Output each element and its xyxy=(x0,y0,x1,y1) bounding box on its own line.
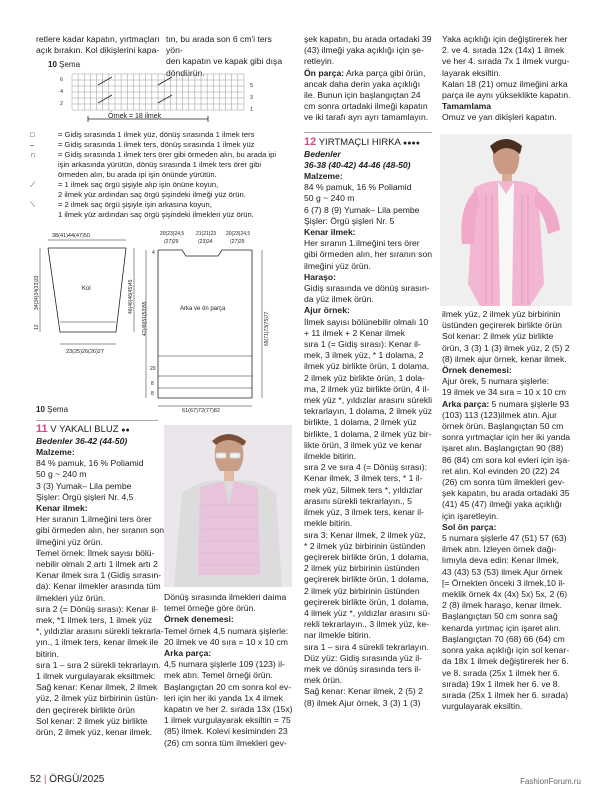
text-line: ilmek yüz, 2 ilmek yüz birbirinin xyxy=(442,309,561,319)
text-line: Kenar ilmek: xyxy=(36,503,88,514)
text-line: Yaka açıklığı için değiştirerek her xyxy=(442,34,568,44)
text-line: açık bırakın. Kol dikişlerini kapa- xyxy=(36,45,160,56)
section-divider xyxy=(304,132,432,133)
text-line: 2 ilmek yüz birbirinin üstünden xyxy=(304,563,420,574)
legend-text: 1 ilmek yüz ardından saç örgü şişindeki ilmekleri yüz örün. xyxy=(58,210,254,219)
top-text-col1 xyxy=(36,34,161,56)
text-line: *, yıldızlar arasını sürekli tekrarla- xyxy=(36,626,164,637)
text-line: meklik örnek 4x (4x) 5x) 5x, 2 (6) xyxy=(442,589,568,600)
text-column-3-top xyxy=(304,34,432,124)
legend-text: = Gidiş sırasında 1 ilmek ters, dönüş sırasında 1 ilmek yüz xyxy=(58,140,255,149)
magazine-year: /2025 xyxy=(79,774,105,785)
legend-text: = 2 ilmek saç örgü şişiyle işin arkasına koyun, xyxy=(58,200,212,209)
text-line: 4,5 numara şişlerle 109 (123) il- xyxy=(164,659,285,670)
text-line: mek, *1 ilmek ters, 1 ilmek yüz xyxy=(36,615,153,626)
body-top-label: 21(21)23 xyxy=(196,231,217,237)
sleeve-label: Kol xyxy=(82,286,91,292)
body-total-label: 69(71)73(75)77 xyxy=(264,311,270,346)
text-line: 2 ilmek yüz birlikte örün, 1 dola- xyxy=(304,372,425,383)
chart-title xyxy=(48,60,80,69)
text-line: Düz yüz: Gidiş sırasında yüz il- xyxy=(304,652,422,663)
text-line: ilmek yüz birlikte örün, 1 dolama, xyxy=(304,361,430,372)
text-line: örnek örün. Başlangıçtan 50 cm xyxy=(442,421,564,432)
text-line: da yüz ilmek örün. xyxy=(304,294,374,305)
legend-item xyxy=(30,180,292,200)
text-line: mek, 3 ilmek yüz, * 1 dolama, 2 xyxy=(304,350,424,361)
text-line: da 18x 1 ilmek değiştirerek her 6. xyxy=(442,656,569,667)
text-line: Ajur örek, 5 numara şişlerle: xyxy=(442,376,549,387)
text-line: leri için her iki yanda 1x 4 ilmek xyxy=(164,692,283,703)
text-line: layarak eksiltin. xyxy=(442,67,501,78)
text-line: (103) 113 (123)ilmek atın. Ajur xyxy=(442,409,557,420)
text-line: tın, bu arada son 6 cm'i ters yön- xyxy=(166,34,272,56)
text-line: den kapatın ve kapak gibi dışa xyxy=(166,56,283,67)
text-line: birlikte, 1 dolama, 2 ilmek yüz bir- xyxy=(304,428,432,439)
text-line: ve her 4. sırada 7x 1 ilmek vurgu- xyxy=(442,56,570,67)
text-line: İlmek sayısı bölünebilir olmalı 10 xyxy=(304,316,429,327)
text-line: 1 ilmek vurgulayarak eksiltmek: xyxy=(36,671,156,682)
text-line: sıra 3: Kenar ilmek, 2 ilmek yüz, xyxy=(304,529,426,540)
text-line: temel örneğe göre örün. xyxy=(164,603,256,614)
garment-schema xyxy=(30,226,295,414)
text-line: ma, 2 ilmek yüz birlikte örün, 4 il- xyxy=(304,383,430,394)
row-label: 4 xyxy=(60,89,64,95)
text-line: bitirin. xyxy=(36,648,59,659)
text-line: Dönüş sırasında ilmekleri daima xyxy=(164,592,287,602)
text-line: lımıyla deva edin: Kenar ilmek, xyxy=(442,555,560,566)
text-line: geçirerek birlikte örün, 1 dolama, xyxy=(304,551,429,562)
text-line: Sol ön parça: xyxy=(442,521,497,532)
body-top-label: (27)29 xyxy=(230,239,245,245)
text-column-1 xyxy=(36,447,165,738)
text-line: nebilir olmalı 2 artı 1 ilmek artı 2 xyxy=(36,559,158,570)
photo-slit-cardigan xyxy=(440,134,572,306)
text-line: retleyin. xyxy=(304,56,335,67)
text-line: likte örün, 3 ilmek yüz ve kenar xyxy=(304,439,422,450)
body-small-label: 20 xyxy=(150,366,156,372)
legend-item xyxy=(30,130,292,140)
text-line: parça ile aynı yükseklikte kapatın. xyxy=(442,90,571,101)
legend-text: işin arkasında yürütün, dönüş sırasında 1 ilmek ters örer gibi xyxy=(58,160,262,169)
text-line: sıra 1 – sıra 4 sürekli tekrarlayın. xyxy=(304,641,429,652)
text-line: şek kapatın, bu arada ortadaki 39 xyxy=(304,34,432,44)
text-line: ancak daha derin yaka açıklığı xyxy=(304,78,421,89)
schema-title xyxy=(36,405,68,414)
text-line: nar ilmekle bitirin. xyxy=(304,630,371,641)
schema-number: 10 xyxy=(36,405,45,414)
chart-number: 10 xyxy=(48,60,57,69)
row-label: 5 xyxy=(250,83,254,89)
photo-v-neck-blouse xyxy=(164,425,292,587)
dash-symbol-icon: – xyxy=(30,140,35,149)
body-small-label: 8 xyxy=(151,391,154,397)
text-line: sıra 1 (= Gidiş sırası): Kenar il- xyxy=(304,339,421,350)
model-image xyxy=(164,425,292,587)
text-line: 43 (43) 53 (53) ilmek Ajur örnek xyxy=(442,566,563,577)
text-line: Arka parça: xyxy=(164,648,212,659)
text-line: 1 ilmek vurgulayarak eksiltin = 75 xyxy=(164,715,291,726)
difficulty-dots: ●●●● xyxy=(403,140,420,147)
text-line: Gidiş sırasında ve dönüş sırasın- xyxy=(304,283,430,294)
text-line: sırada (25x 1 ilmek her 6. sırada) xyxy=(442,689,569,700)
body-side-label: 4 xyxy=(152,250,155,256)
text-line: Malzeme: xyxy=(36,447,75,457)
text-line: ilmek yüz, 3 ilmek ters, kenar il- xyxy=(304,507,424,518)
text-column-4 xyxy=(442,309,572,712)
text-line: ve iki tarafı ayrı ayrı tamamlayın. xyxy=(304,112,429,123)
text-line: (26) cm sonra tüm ilmekleri gev- xyxy=(442,477,565,488)
repeat-label: Örnek = 18 ilmek xyxy=(108,113,162,120)
text-line: ilmek atın. İzleyen örnek dağı- xyxy=(442,544,557,555)
text-line: Ajur örnek: xyxy=(304,305,350,316)
watermark: FashionForum.ru xyxy=(520,777,581,786)
text-line: birlikte, 1 dolama, 2 ilmek yüz xyxy=(304,417,417,428)
text-line: 84 % pamuk, 16 % Poliamid xyxy=(36,458,144,469)
text-line: Her sıranın 1.ilmeğini ters örer xyxy=(304,238,420,249)
text-line: ilmekle bitirin. xyxy=(304,451,357,462)
text-line: mek atın. Temel örneği örün. xyxy=(164,670,273,681)
text-line: sıra 2 (= Dönüş sırası): Kenar il- xyxy=(36,603,159,614)
text-line: Her sıranın 1.ilmeğini ters örer xyxy=(36,514,152,525)
body-height-label: 47(49)51(53)55 xyxy=(142,301,148,336)
text-line: 5 numara şişlerle 47 (51) 57 (63) xyxy=(442,533,567,544)
body-diagram xyxy=(146,250,262,406)
text-line: 6 (7) 8 (9) Yumak– Lila pembe xyxy=(304,204,420,215)
section-12-header xyxy=(304,136,420,148)
legend-text: = 1 ilmek saç örgü şişiyle alıp işin önüne koyun, xyxy=(58,180,219,189)
difficulty-dots: ●● xyxy=(121,427,130,434)
footer-separator: | xyxy=(43,774,47,785)
schema-title-text: Şema xyxy=(47,405,69,414)
body-top-label: 20(23)24,5 xyxy=(160,231,185,237)
legend-text: 2 ilmek yüz ardından saç örgü şişindeki ilmeği yüz örün. xyxy=(58,190,246,199)
legend-item xyxy=(30,200,292,220)
text-line: mek örün. xyxy=(304,675,343,686)
text-line: şek kapatın, bu arada ortadaki 35 xyxy=(442,488,570,499)
legend-text: = Gidiş sırasında 1 ilmek ters örer gibi örmeden alın, bu arada ipi xyxy=(58,150,277,159)
text-line: 3 (3) Yumak– Lila pembe xyxy=(36,480,132,491)
text-line: ve 8. sırada (25x 1 ilmek her 6. xyxy=(442,667,560,678)
text-line: Arka parça: 5 numara şişlerle 93 xyxy=(442,398,570,409)
text-line: Sağ kenar: Kenar ilmek, 2 ilmek xyxy=(36,682,158,693)
text-line: (43) ilmeği yaka açıklığı için şe- xyxy=(304,45,424,56)
text-line: Başlangıçtan 50 cm sonra sağ xyxy=(442,611,558,622)
page-footer xyxy=(30,774,104,785)
text-line: yüz, 2 ilmek yüz birbirinin üstün- xyxy=(36,693,159,704)
arch-symbol-icon: ∩ xyxy=(30,150,36,159)
text-line: geçirerek birlikte örün, 1 dolama, xyxy=(304,574,429,585)
magazine-name: ÖRGÜ xyxy=(49,774,80,785)
text-line: rekli tekrarlayın., 3 ilmek yüz, ke- xyxy=(304,619,430,630)
text-line: kenarda yırtmaç için işaret alın. xyxy=(442,622,561,633)
text-line: sonra yaka açıklığı için sol kenar- xyxy=(442,645,570,656)
text-column-4-top xyxy=(442,34,572,124)
section-number: 12 xyxy=(304,136,317,148)
body-label: Arka ve ön parça xyxy=(180,306,226,312)
text-line: Şişler: Örgü şişleri Nr. 4,5 xyxy=(36,491,134,502)
text-line: gibi örmeden alın, her sıranın son xyxy=(36,525,165,536)
text-line: Sol kenar: 2 ilmek yüz birlikte xyxy=(36,715,148,726)
body-top-label: (23)24 xyxy=(198,239,213,245)
legend-text: örmeden alın, bu arada ipi işin önünde yürütün. xyxy=(58,170,217,179)
text-line: kapatın ve her 2. sırada 13x (15x) xyxy=(164,704,293,715)
sleeve-diagram xyxy=(40,240,134,344)
text-line: Kenar ilmek sıra 1 (Gidiş sırasın- xyxy=(36,570,162,581)
body-top-label: 20(23)24,5 xyxy=(226,231,251,237)
text-line: sırada) 19x 1 ilmek her 6. ve 8. xyxy=(442,678,560,689)
sleeve-height-label: 34(34)34(33)33 xyxy=(34,275,40,310)
text-line: 50 g ~ 240 m xyxy=(36,469,87,480)
text-line: yın., 1 ilmek ters, kenar ilmek ile xyxy=(36,637,159,648)
text-line: döndürün. xyxy=(166,67,205,78)
section-12-sizes: 36-38 (40-42) 44-46 (48-50) xyxy=(304,160,411,170)
text-line: Temel örnek 4,5 numara şişlerle: xyxy=(164,625,289,636)
page-number: 52 xyxy=(30,774,42,785)
section-divider xyxy=(36,420,158,421)
text-line: retlere kadar kapatın, yırtmaçları xyxy=(36,34,160,44)
text-line: 84 % pamuk, 16 % Poliamid xyxy=(304,182,412,193)
text-line: Şişler: Örgü şişleri Nr. 5 xyxy=(304,215,395,226)
cross-right-symbol-icon: ⟋ xyxy=(30,180,36,189)
text-line: örün, 3 (3) 1 (3) ilmek yüz, 2 (5) 2 xyxy=(442,342,570,353)
text-line: 2 ilmek yüz birbirinin üstünden xyxy=(304,585,420,596)
text-line: + 11 ilmek + 2 Kenar ilmek xyxy=(304,327,406,338)
text-line: (8) ilmek Ajur örnek, 3 (3) 1 (3) xyxy=(304,697,421,708)
text-line: mek yüz, 5ilmek ters *, yıldızlar xyxy=(304,484,423,495)
body-bottom-label: 61(67)72(77)82 xyxy=(182,408,220,414)
text-line: Kenar ilmek: xyxy=(304,227,356,238)
text-line: ilmeğini yüz örün. xyxy=(36,536,103,547)
text-line: den geçirerek birlikte örün xyxy=(36,704,135,715)
text-line: gibi örmeden alın, her sıranın son xyxy=(304,249,433,260)
section-11-sizes: Bedenler 36-42 (44-50) xyxy=(36,436,128,446)
text-line: arasını sürekli tekrarlayın., 5 xyxy=(304,495,412,506)
sleeve-bottom-label: 23(25)26(26)27 xyxy=(66,349,104,355)
legend-item xyxy=(30,140,292,150)
text-line: 2. ve 4. sırada 12x (14x) 1 ilmek xyxy=(442,45,565,56)
row-label: 2 xyxy=(60,101,64,107)
row-label: 6 xyxy=(60,77,64,83)
text-line: Örnek denemesi: xyxy=(164,614,234,625)
text-line: cm sonra ortadaki ilmeği kapatın xyxy=(304,101,428,112)
section-number: 11 xyxy=(36,423,48,435)
text-line: mek ve dönüş sırasında ters il- xyxy=(304,663,422,674)
text-line: sıra 1 – sıra 2 sürekli tekrarlayın. xyxy=(36,659,161,670)
text-line: Örnek denemesi: xyxy=(442,365,512,376)
text-line: Malzeme: xyxy=(304,171,343,181)
legend-text: = Gidiş sırasında 1 ilmek yüz, dönüş sırasında 1 ilmek ters xyxy=(58,130,255,139)
text-line: 20 ilmek ve 40 sıra = 10 x 10 cm xyxy=(164,636,288,647)
sleeve-total-label: 46(46)46(45)45 xyxy=(128,279,134,314)
text-line: mekle bitirin. xyxy=(304,518,353,529)
text-line: sıra 2 ve sıra 4 (= Dönüş sırası): xyxy=(304,462,427,473)
text-line: da): Kenar ilmekler arasında tüm xyxy=(36,581,161,592)
cross-left-symbol-icon: ⟍ xyxy=(30,200,36,209)
text-line: (85) ilmek. Kolevi kesiminden 23 xyxy=(164,726,288,737)
text-line: 4 ilmek yüz *, yıldızlar arasını sü- xyxy=(304,607,431,618)
text-line: Başlangıçtan 20 cm sonra kol ev- xyxy=(164,681,292,692)
chart-title-text: Şema xyxy=(59,60,81,69)
section-12-sizes-label: Bedenler xyxy=(304,149,341,159)
text-line: ret alın. Kol evinden 20 (22) 24 xyxy=(442,465,560,476)
text-line: örün, 2 ilmek yüz, kenar ilmek. xyxy=(36,727,153,738)
model-image xyxy=(440,134,572,306)
text-line: geçirerek birlikte örün, 1 dolama, xyxy=(304,596,429,607)
text-line: üstünden geçirerek birlikte örün xyxy=(442,320,562,331)
text-line: Sağ kenar: Kenar ilmek, 2 (5) 2 xyxy=(304,686,423,697)
text-line: işaret alın. Başlangıçtan 90 (88) xyxy=(442,443,564,454)
text-line: Kenar ilmek, 3 ilmek ters, * 1 il- xyxy=(304,473,423,484)
text-line: vurgulayarak eksiltin. xyxy=(442,701,523,712)
text-line: ilmeğini yüz örün. xyxy=(304,260,371,271)
text-line: Haraşo: xyxy=(304,271,336,282)
body-small-label: 8 xyxy=(151,381,154,387)
sleeve-top-label: 38(41)44(47)50 xyxy=(52,233,90,239)
text-line: mek yüz *, yıldızlar arasını sürekli xyxy=(304,395,432,406)
row-label: 1 xyxy=(250,107,254,113)
text-column-2 xyxy=(164,592,292,749)
text-line: 2 (8) ilmek haraşo, kenar ilmek. xyxy=(442,600,562,611)
text-line: (26) cm sonra tüm ilmekleri gev- xyxy=(164,737,287,748)
text-line: (8) ilmek ajur örnek, kenar ilmek. xyxy=(442,353,567,364)
text-line: Omuz ve yan dikişleri kapatın. xyxy=(442,112,557,123)
section-title: YIRTMAÇLI HIRKA xyxy=(318,137,401,148)
text-line: 50 g ~ 240 m xyxy=(304,193,355,204)
text-line: ile. Bunun için başlangıçtan 24 xyxy=(304,90,421,101)
text-line: Sol kenar: 2 ilmek yüz birlikte xyxy=(442,331,554,342)
text-line: Ön parça: Arka parça gibi örün, xyxy=(304,67,426,78)
text-line: [= Örnekten önceki 3 ilmek,10 il- xyxy=(442,577,565,588)
text-line: tekrarlayın, 1 dolama, 2 ilmek yüz xyxy=(304,406,433,417)
section-title: V YAKALI BLUZ xyxy=(50,424,119,435)
square-symbol-icon: □ xyxy=(30,130,35,139)
text-line: Başlangıçtan 70 (68) 66 (64) cm xyxy=(442,633,565,644)
legend-item xyxy=(30,150,292,180)
text-line: Kalan 18 (21) omuz ilmeğini arka xyxy=(442,78,568,89)
cuff-height-label: 12 xyxy=(34,324,40,330)
row-label: 3 xyxy=(250,95,254,101)
text-column-3 xyxy=(304,171,432,709)
text-line: 86 (84) cm sora kol evleri için işa- xyxy=(442,454,570,465)
text-line: için işaretleyin. xyxy=(442,510,499,521)
body-top-label: (27)29 xyxy=(164,239,179,245)
text-line: * 2 ilmek yüz birbirinin üstünden xyxy=(304,540,426,551)
text-line: Tamamlama xyxy=(442,101,492,112)
text-line: 19 ilmek ve 34 sıra = 10 x 10 cm xyxy=(442,387,566,398)
text-line: Temel örnek: İlmek sayısı bölü- xyxy=(36,547,155,558)
legend xyxy=(30,130,292,220)
section-11-header xyxy=(36,423,130,435)
text-line: (41) 45 (47) ilmeği yaka açıklığı xyxy=(442,499,562,510)
text-line: ilmekleri yüz örün. xyxy=(36,592,106,603)
text-line: sonra yırtmaçlar için her iki yanda xyxy=(442,432,570,443)
